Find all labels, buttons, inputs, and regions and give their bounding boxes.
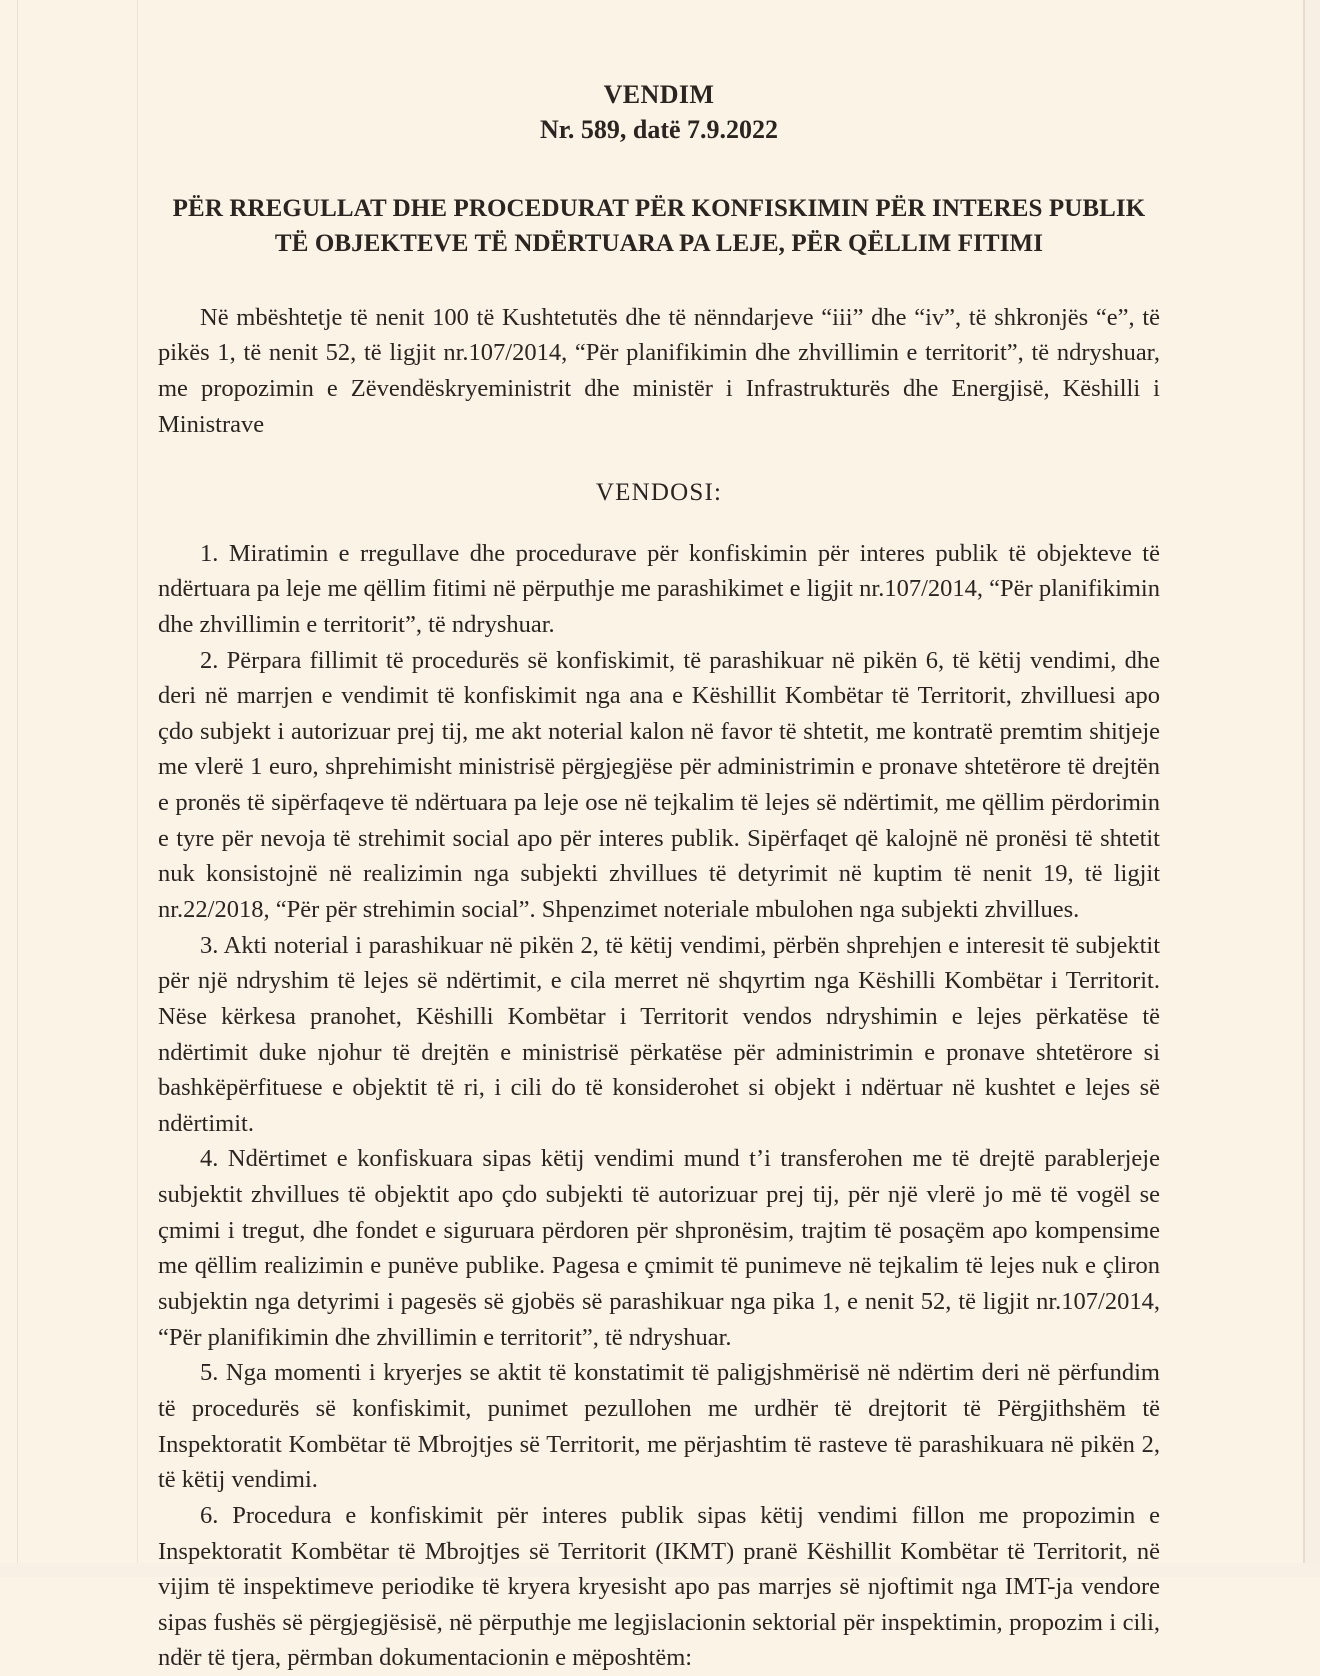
decision-point-2: 2. Përpara fillimit të procedurës së konfiskimit, të parashikuar në pikën 6, të këtij vendimi, dhe deri në marrjen e vendimit të konfiskimit nga ana e Këshillit Kombëtar të Territorit, zhvilluesi apo çdo subjekt i autorizuar prej tij, me akt noterial kalon në favor të shtetit, me kontratë premtim shitjeje me vlerë 1 euro, shprehimisht ministrisë përgjegjëse për administrimin e pronave shtetërore të drejtën e pronës të sipërfaqeve të ndërtuara pa leje ose në tejkalim të lejes së ndërtimit, me qëllim përdorimin e tyre për nevoja të strehimit social apo për interes publik. Sipërfaqet që kalojnë në pronësi të shtetit nuk konsistojnë në realizimin nga subjekti zhvillues të detyrimit në kuptim të nenit 19, të ligjit nr.22/2018, “Për për strehimin social”. Shpenzimet noteriale mbulohen nga subjekti zhvillues. [158, 646, 1160, 923]
decision-points-list [158, 536, 1160, 1676]
decision-point-3: 3. Akti noterial i parashikuar në pikën 2, të këtij vendimi, përbën shprehjen e interesit të subjektit për një ndryshim të lejes së ndërtimit, e cila merret në shqyrtim nga Këshilli Kombëtar i Territorit. Nëse kërkesa pranohet, Këshilli Kombëtar i Territorit vendos ndryshimin e lejes përkatëse të ndërtimit duke njohur të drejtën e ministrisë përkatëse për administrimin e pronave shtetërore si bashkëpërfituese e objektit të ri, i cili do të konsiderohet si objekt i ndërtuar në kushtet e lejes së ndërtimit. [158, 931, 1160, 1137]
document-number-date: Nr. 589, datë 7.9.2022 [539, 115, 779, 145]
decision-point-5: 5. Nga momenti i kryerjes se aktit të konstatimit të paligjshmërisë në ndërtim deri në përfundim të procedurës së konfiskimit, punimet pezullohen me urdhër të drejtorit të Përgjithshëm të Inspektoratit Kombëtar të Mbrojtjes së Territorit, me përjashtim të rasteve të parashikuara në pikën 2, të këtij vendimi. [158, 1359, 1160, 1494]
decision-point-1: 1. Miratimin e rregullave dhe procedurave për konfiskimin për interes publik të objekteve të ndërtuara pa leje me qëllim fitimi në përputhje me parashikimet e ligjit nr.107/2014, “Për planifikimin dhe zhvillimin e territorit”, të ndryshuar. [158, 539, 1160, 638]
decision-keyword: VENDOSI: [595, 478, 723, 506]
page-title: VENDIM [603, 80, 715, 109]
preamble-paragraph: Në mbështetje të nenit 100 të Kushtetutës dhe të nënndarjeve “iii” dhe “iv”, të shkronjës “e”, të pikës 1, të nenit 52, të ligjit nr.107/2014, “Për planifikimin dhe zhvillimin e territorit”, të ndryshuar, me propozimin e Zëvendëskryeministrit dhe ministër i Infrastrukturës dhe Energjisë, Këshilli i Ministrave [158, 303, 1160, 438]
decision-point-6: 6. Procedura e konfiskimit për interes publik sipas këtij vendimi fillon me propozimin e Inspektoratit Kombëtar të Mbrojtjes së Territorit (IKMT) pranë Këshillit Kombëtar të Territorit, në vijim të inspektimeve periodike të kryera kryesisht apo pas marrjes së njoftimit nga IMT-ja vendore sipas fushës së përgjegjësisë, në përputhje me legjislacionin sektorial për inspektimin, propozim i cili, ndër të tjera, përmban dokumentacionin e mëposhtëm: [158, 1501, 1160, 1672]
decision-point-4: 4. Ndërtimet e konfiskuara sipas këtij vendimi mund t’i transferohen me të drejtë parablerjeje subjektit zhvillues të objektit apo çdo subjekti të autorizuar prej tij, për një vlerë jo më të vogël se çmimi i tregut, dhe fondet e siguruara përdoren për shpronësim, trajtim të posaçëm apo kompensime me qëllim realizimin e punëve publike. Pagesa e çmimit të punimeve në tejkalim të lejes nuk e çliron subjektin nga detyrimi i pagesës së gjobës së parashikuar nga pika 1, e nenit 52, të ligjit nr.107/2014, “Për planifikimin dhe zhvillimin e territorit”, të ndryshuar. [158, 1145, 1160, 1351]
document-heading: PËR RREGULLAT DHE PROCEDURAT PËR KONFISKIMIN PËR INTERES PUBLIK TË OBJEKTEVE TË NDËRTUARA PA LEJE, PËR QËLLIM FITIMI [172, 194, 1146, 258]
